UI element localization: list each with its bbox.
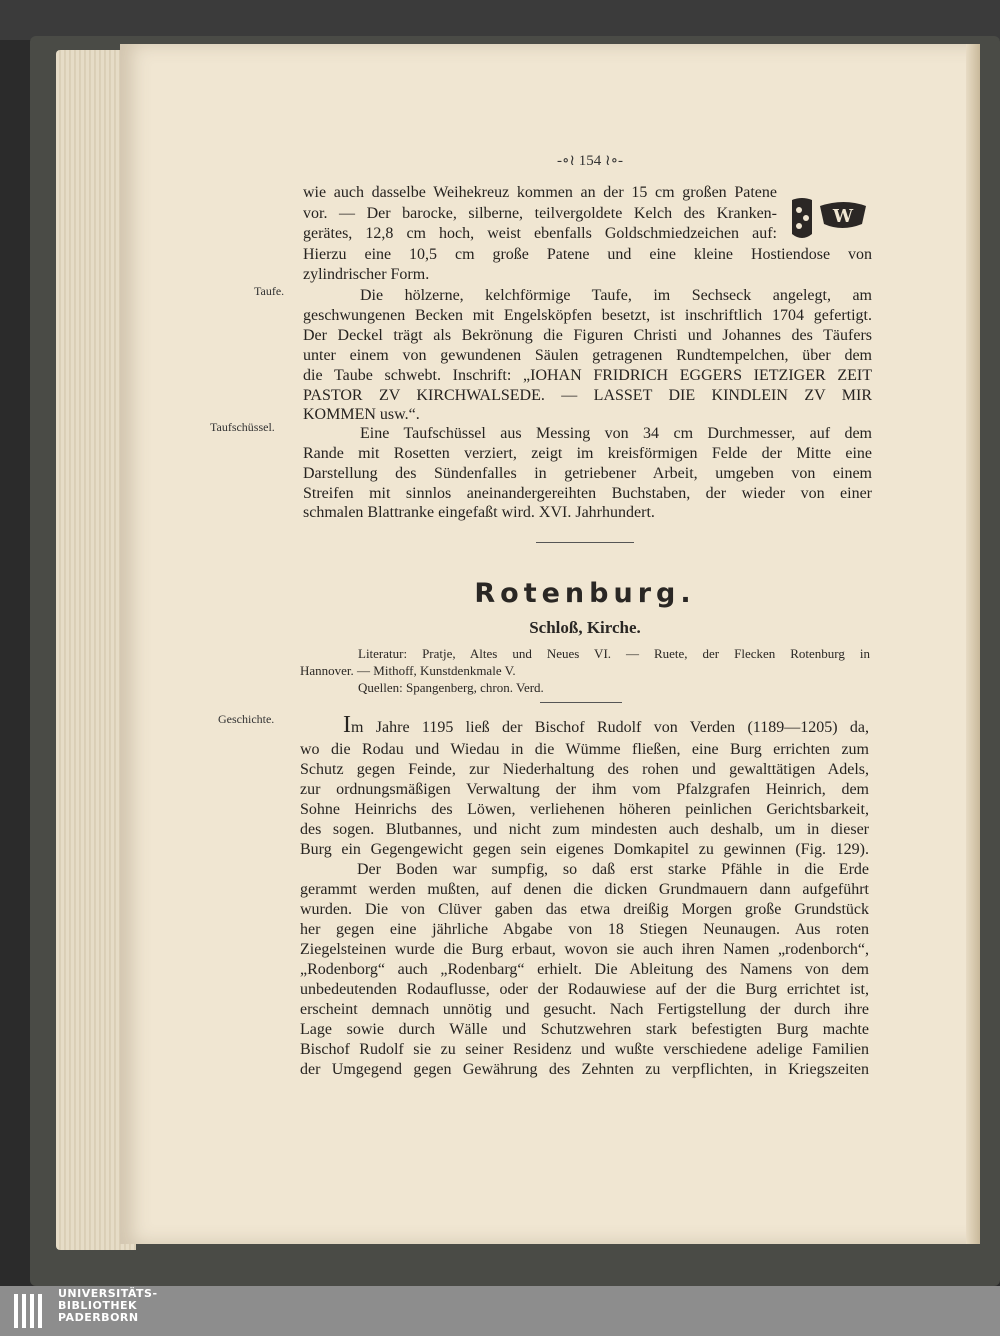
literature-divider	[540, 702, 622, 703]
text-line: „Rodenborg“ auch „Rodenbarg“ erhielt. Die Ableitung des Namens von dem	[300, 961, 869, 978]
sources-line: Quellen: Spangenberg, chron. Verd.	[358, 680, 544, 695]
hallmark-letter: W	[832, 206, 854, 227]
text-line: zylindrischer Form.	[303, 266, 430, 283]
section-title: Rotenburg.	[474, 578, 696, 609]
text-line: Darstellung des Sündenfalles in getriebener Arbeit, umgeben von einem	[303, 465, 872, 482]
section-divider	[536, 542, 634, 543]
drop-cap: I	[343, 712, 351, 738]
text-line: Schutz gegen Feinde, zur Niederhaltung des rohen und gewalttätigen Adels,	[300, 761, 869, 778]
text-line: wurden. Die von Clüver gaben das etwa dreißig Morgen große Grundstück	[300, 901, 869, 918]
text-line: Rande mit Rosetten verziert, zeigt im kreisförmigen Felde der Mitte eine	[303, 445, 872, 462]
page-number-ornament-right: ≀∘-	[605, 153, 623, 169]
text-line: gerammt werden mußten, auf denen die dicken Grundmauern dann aufgeführt	[300, 881, 869, 898]
text-line: wo die Rodau und Wiedau in die Wümme fließen, eine Burg errichten zum	[300, 741, 869, 758]
text-line: gerätes, 12,8 cm hoch, weist ebenfalls Goldschmiedzeichen auf:	[303, 225, 777, 242]
library-logo-text	[58, 1288, 158, 1324]
text-span: m Jahre 1195 ließ der Bischof Rudolf von Verden (1189—1205) da,	[351, 719, 869, 736]
text-line: erscheint demnach unnötig und gesucht. Nach Fertigstellung der durch ihre	[300, 1001, 869, 1018]
text-line	[343, 712, 869, 738]
text-line: schmalen Blattranke eingefaßt wird. XVI. Jahrhundert.	[303, 504, 655, 521]
text-line: Streifen mit sinnlos aneinandergereihten Buchstaben, der wieder von einer	[303, 485, 872, 502]
page-number	[540, 151, 640, 170]
library-logo-line: UNIVERSITÄTS-	[58, 1287, 158, 1300]
literature-line: Literatur: Pratje, Altes und Neues VI. — Ruete, der Flecken Rotenburg in	[358, 646, 870, 661]
text-line: Burg ein Gegengewicht gegen sein eigenes Domkapitel zu gewinnen (Fig. 129).	[300, 841, 869, 858]
page-number-value: 154	[578, 153, 602, 169]
text-line: Eine Taufschüssel aus Messing von 34 cm Durchmesser, auf dem	[360, 425, 872, 442]
text-line: Lage sowie durch Wälle und Schutzwehren stark befestigten Burg machte	[300, 1021, 869, 1038]
text-line: wie auch dasselbe Weihekreuz kommen an der 15 cm großen Patene	[303, 184, 777, 201]
text-line: unbedeutenden Rodauflusse, oder der Rodauwiese auf der die Burg errichtet ist,	[300, 981, 869, 998]
margin-note-taufe: Taufe.	[254, 284, 285, 298]
text-line: PASTOR ZV KIRCHWALSEDE. — LASSET DIE KINDLEIN ZV MIR	[303, 387, 872, 404]
text-line: des sogen. Blutbannes, und nicht zum mindesten auch deshalb, um in dieser	[300, 821, 869, 838]
text-line: vor. — Der barocke, silberne, teilvergoldete Kelch des Kranken-	[303, 205, 777, 222]
background	[0, 0, 1000, 40]
text-line: der Umgegend gegen Gewährung des Zehnten zu verpflichten, in Kriegszeiten	[300, 1061, 869, 1078]
text-line: Hierzu eine 10,5 cm große Patene und eine kleine Hostiendose von	[303, 246, 872, 263]
literature-line: Hannover. — Mithoff, Kunstdenkmale V.	[300, 663, 516, 678]
section-subtitle: Schloß, Kirche.	[529, 618, 641, 637]
text-line: Der Boden war sumpfig, so daß erst starke Pfähle in die Erde	[357, 861, 869, 878]
text-line: her gegen eine jährliche Abgabe von 18 Stiegen Neunaugen. Aus roten	[300, 921, 869, 938]
text-line: Bischof Rudolf sie zu seiner Residenz und wußte verschiedene adelige Familien	[300, 1041, 869, 1058]
text-line: geschwungenen Becken mit Engelsköpfen besetzt, ist inschriftlich 1704 gefertigt.	[303, 307, 872, 324]
text-line: die Taube schwebt. Inschrift: „IOHAN FRIDRICH EGGERS IETZIGER ZEIT	[303, 367, 872, 384]
page-right-edge	[966, 44, 980, 1244]
text-line: zur ordnungsmäßigen Verwaltung der ihm vom Pfalzgrafen Heinrich, dem	[300, 781, 869, 798]
page-number-ornament-left: -∘≀	[557, 153, 575, 169]
text-line: KOMMEN usw.“.	[303, 406, 420, 423]
library-logo-line: PADERBORN	[58, 1311, 139, 1324]
text-line: unter einem von gewundenen Säulen getragenen Rundtempelchen, über dem	[303, 347, 872, 364]
margin-note-taufschuessel: Taufschüssel.	[210, 420, 275, 434]
library-logo-line: BIBLIOTHEK	[58, 1299, 138, 1312]
margin-note-geschichte: Geschichte.	[218, 712, 275, 726]
library-logo-icon	[12, 1290, 48, 1332]
goldsmith-marks-icon	[788, 196, 868, 242]
text-line: Der Deckel trägt als Bekrönung die Figuren Christi und Johannes des Täufers	[303, 327, 872, 344]
text-line: Die hölzerne, kelchförmige Taufe, im Sechseck angelegt, am	[360, 287, 872, 304]
text-line: Sohne Heinrichs des Löwen, verliehenen höheren peinlichen Gerichtsbarkeit,	[300, 801, 869, 818]
text-line: Ziegelsteinen wurde die Burg erbaut, wovon sie auch ihren Namen „rodenborch“,	[300, 941, 869, 958]
